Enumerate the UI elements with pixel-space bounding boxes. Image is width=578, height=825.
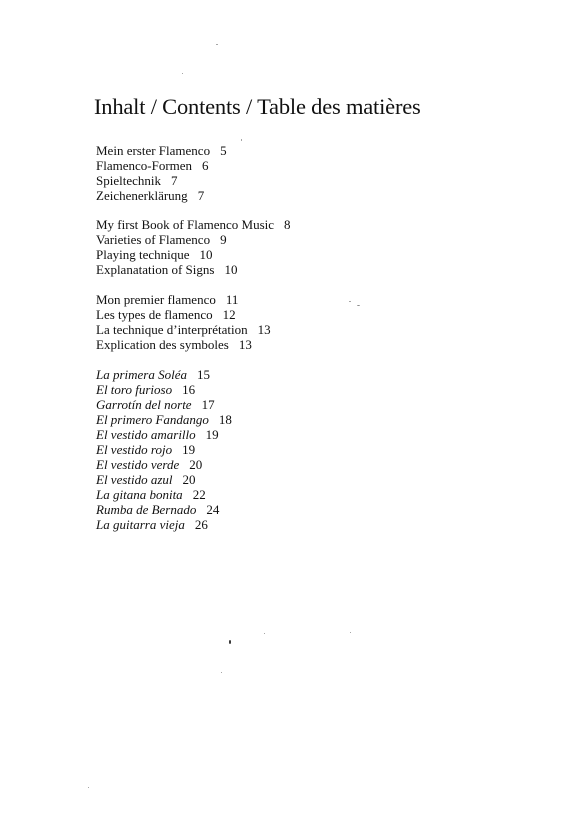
toc-entry-page: 13: [238, 337, 252, 352]
toc-entry-page: 6: [202, 158, 209, 173]
toc-entry-label: Rumba de Bernado: [96, 502, 197, 517]
toc-entry: [96, 412, 232, 427]
toc-entry: [96, 337, 271, 352]
toc-entry-page: 18: [218, 412, 232, 427]
toc-group-english: [96, 217, 291, 277]
toc-entry-page: 11: [225, 292, 239, 307]
toc-entry-label: Playing technique: [96, 247, 190, 262]
scan-speck: [350, 632, 351, 633]
toc-entry: [96, 472, 232, 487]
toc-entry-page: 19: [205, 427, 219, 442]
toc-entry: [96, 517, 232, 532]
toc-entry: [96, 173, 227, 188]
toc-entry-label: Zeichenerklärung: [96, 188, 188, 203]
toc-entry-label: Explication des symboles: [96, 337, 229, 352]
toc-entry: [96, 262, 291, 277]
toc-entry-page: 7: [197, 188, 205, 203]
toc-entry-page: 19: [182, 442, 196, 457]
toc-entry-page: 7: [171, 173, 178, 188]
toc-entry: [96, 397, 232, 412]
toc-entry-page: 20: [182, 472, 196, 487]
toc-entry: [96, 232, 291, 247]
toc-entry-label: El vestido rojo: [96, 442, 173, 457]
toc-entry-page: 16: [182, 382, 196, 397]
page-title: Inhalt / Contents / Table des matières: [94, 94, 421, 119]
toc-group-german: [96, 143, 227, 203]
toc-group-french: [96, 292, 271, 352]
toc-entry-page: 17: [201, 397, 215, 412]
toc-entry: [96, 382, 232, 397]
toc-entry-label: Mein erster Flamenco: [96, 143, 211, 158]
scan-speck: [229, 640, 231, 644]
scan-speck: [182, 73, 183, 74]
toc-entry-page: 10: [224, 262, 238, 277]
toc-entry-page: 12: [222, 307, 236, 322]
toc-entry: [96, 427, 232, 442]
toc-entry-label: La technique d’interprétation: [96, 322, 248, 337]
toc-entry-label: Mon premier flamenco: [96, 292, 216, 307]
toc-entry: [96, 367, 232, 382]
scan-speck: [264, 633, 265, 634]
toc-entry-label: Flamenco-Formen: [96, 158, 193, 173]
toc-entry-label: La guitarra vieja: [96, 517, 185, 532]
toc-entry-label: Explanatation of Signs: [96, 262, 215, 277]
toc-entry: [96, 158, 227, 173]
toc-entry-label: El vestido amarillo: [96, 427, 196, 442]
toc-entry: [96, 442, 232, 457]
toc-entry-label: Garrotín del norte: [96, 397, 192, 412]
toc-entry-label: La primera Soléa: [96, 367, 187, 382]
toc-entry: [96, 188, 227, 203]
toc-entry: [96, 292, 271, 307]
toc-group-pieces: [96, 367, 232, 532]
toc-entry: [96, 247, 291, 262]
toc-entry-page: 8: [284, 217, 291, 232]
toc-entry-page: 15: [197, 367, 210, 382]
toc-entry-page: 26: [194, 517, 208, 532]
toc-entry-label: Varieties of Flamenco: [96, 232, 211, 247]
toc-entry-page: 22: [192, 487, 206, 502]
scan-speck: [357, 305, 360, 306]
toc-entry: [96, 322, 271, 337]
toc-entry-label: El vestido azul: [96, 472, 173, 487]
scan-speck: [349, 301, 351, 302]
toc-entry: [96, 217, 291, 232]
toc-entry: [96, 307, 271, 322]
scan-speck: [241, 139, 242, 141]
toc-entry: [96, 487, 232, 502]
toc-entry-label: My first Book of Flamenco Music: [96, 217, 275, 232]
toc-entry-label: Spieltechnik: [96, 173, 161, 188]
scan-speck: [221, 672, 222, 673]
toc-entry-page: 5: [220, 143, 227, 158]
scan-speck: [216, 44, 218, 45]
toc-entry: [96, 457, 232, 472]
toc-entry-page: 20: [189, 457, 203, 472]
toc-entry-label: Les types de flamenco: [96, 307, 213, 322]
toc-entry-page: 9: [220, 232, 227, 247]
toc-entry-page: 13: [257, 322, 271, 337]
toc-entry-label: El vestido verde: [96, 457, 180, 472]
toc-entry-label: El toro furioso: [96, 382, 173, 397]
toc-entry: [96, 143, 227, 158]
toc-entry-page: 24: [206, 502, 220, 517]
toc-entry-page: 10: [199, 247, 213, 262]
toc-entry-label: El primero Fandango: [96, 412, 209, 427]
toc-entry-label: La gitana bonita: [96, 487, 183, 502]
scan-speck: [88, 787, 89, 788]
toc-entry: [96, 502, 232, 517]
